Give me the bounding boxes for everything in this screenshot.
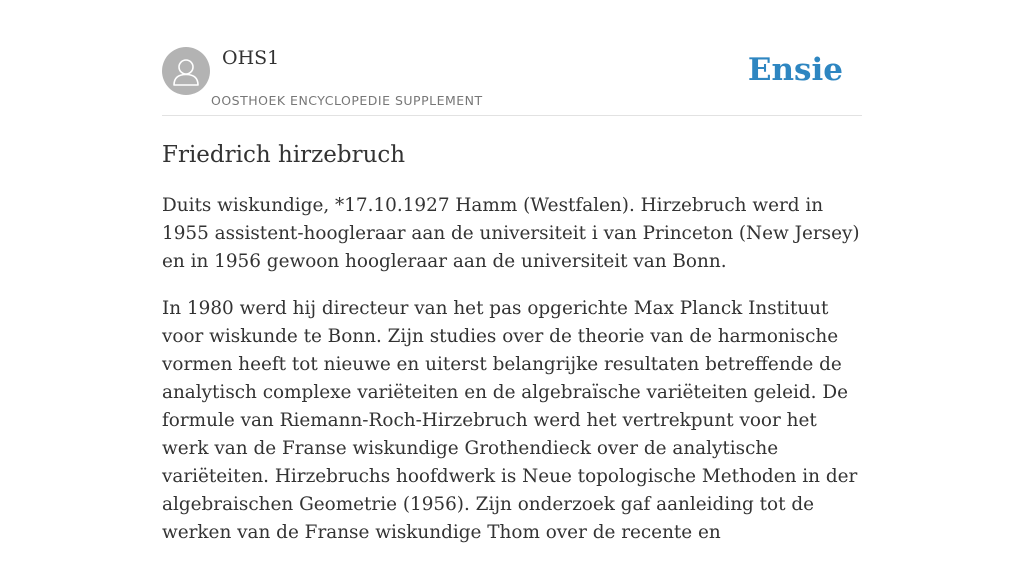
article-paragraph: In 1980 werd hij directeur van het pas opgerichte Max Planck Instituut voor wiskunde te Bonn. Zijn studies over de theorie van de harmonische vormen heeft tot nieuwe en uiterst belangrijke resultaten betreffende de analytisch complexe variëteiten en de algebraïsche variëteiten geleid. De formule van Riemann-Roch-Hirzebruch werd het vertrekpunt voor het werk van de Franse wiskundige Grothendieck over de analytische variëteiten. Hirzebruchs hoofdwerk is Neue topologische Methoden in der algebraischen Geometrie (1956). Zijn onderzoek gaf aanleiding tot de werken van de Franse wiskundige Thom over de recente en bbox=[162, 298, 858, 543]
brand-logo[interactable]: Ensie bbox=[747, 52, 843, 88]
header-divider bbox=[162, 115, 862, 116]
article-title: Friedrich hirzebruch bbox=[162, 142, 406, 168]
source-name[interactable]: OHS1 bbox=[222, 47, 280, 69]
source-subtitle: OOSTHOEK ENCYCLOPEDIE SUPPLEMENT bbox=[211, 93, 483, 108]
user-icon bbox=[162, 47, 210, 95]
article-paragraph: Duits wiskundige, *17.10.1927 Hamm (Westfalen). Hirzebruch werd in 1955 assistent-hoogleraar aan de universiteit i van Princeton (New Jersey) en in 1956 gewoon hoogleraar aan de universiteit van Bonn. bbox=[162, 195, 860, 272]
article-body bbox=[162, 192, 862, 566]
source-avatar[interactable] bbox=[162, 47, 210, 95]
